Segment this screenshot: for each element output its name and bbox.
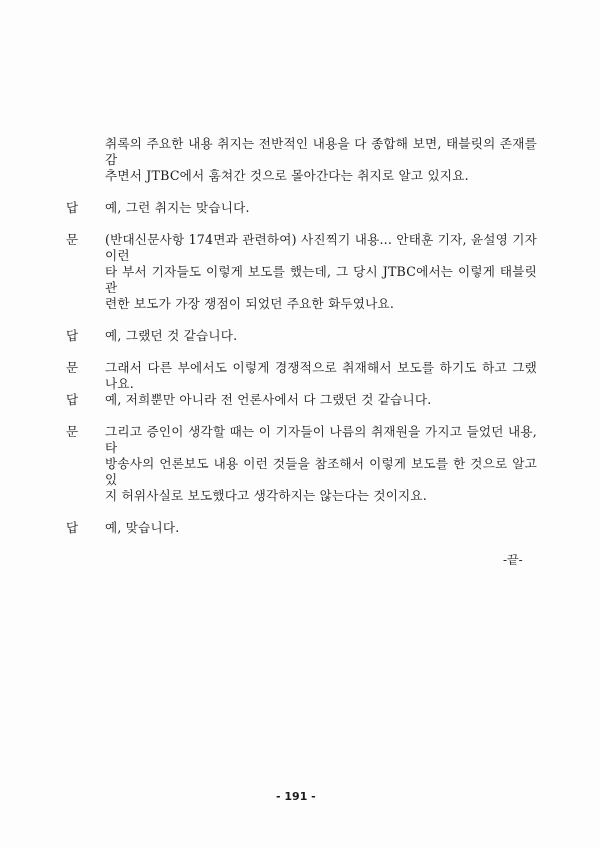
entry-line: 예, 저희뿐만 아니라 전 언론사에서 다 그랬던 것 같습니다. (105, 392, 432, 407)
page-number: - 191 - (276, 790, 316, 803)
continuation-line: 추면서 JTBC에서 훔쳐간 것으로 몰아간다는 취지로 알고 있지요. (105, 168, 469, 183)
continuation-line: 취록의 주요한 내용 취지는 전반적인 내용을 다 종합해 보면, 태블릿의 존재를 감 (105, 136, 537, 167)
entry-line: (반대신문사항 174면과 관련하여) 사진찍기 내용... 안태훈 기자, 윤설영 기자 이런 (105, 232, 537, 263)
entry-line: 그래서 다른 부에서도 이렇게 경쟁적으로 취재해서 보도를 하기도 하고 그랬나요. (105, 360, 537, 391)
speaker-label: 문 (66, 232, 79, 247)
entry-line: 그리고 증인이 생각할 때는 이 기자들이 나름의 취재원을 가지고 들었던 내용, 타 (105, 424, 537, 455)
speaker-label: 답 (66, 200, 79, 215)
speaker-label: 답 (66, 392, 79, 407)
speaker-label: 문 (66, 424, 79, 439)
entry-line: 예, 그런 취지는 맞습니다. (105, 200, 250, 215)
speaker-label: 문 (66, 360, 79, 375)
entry-line: 예, 그랬던 것 같습니다. (105, 328, 238, 343)
entry-line: 련한 보도가 가장 쟁점이 되었던 주요한 화두였나요. (105, 296, 395, 311)
entry-line: 예, 맞습니다. (105, 520, 180, 535)
entry-line: 지 허위사실로 보도했다고 생각하지는 않는다는 것이지요. (105, 488, 427, 503)
entry-line: 타 부서 기자들도 이렇게 보도를 했는데, 그 당시 JTBC에서는 이렇게 태블릿 관 (105, 264, 537, 295)
entry-line: 방송사의 언론보도 내용 이런 것들을 참조해서 이렇게 보도를 한 것으로 알고 있 (105, 456, 537, 487)
end-mark: -끝- (503, 553, 523, 567)
speaker-label: 답 (66, 520, 79, 535)
speaker-label: 답 (66, 328, 79, 343)
